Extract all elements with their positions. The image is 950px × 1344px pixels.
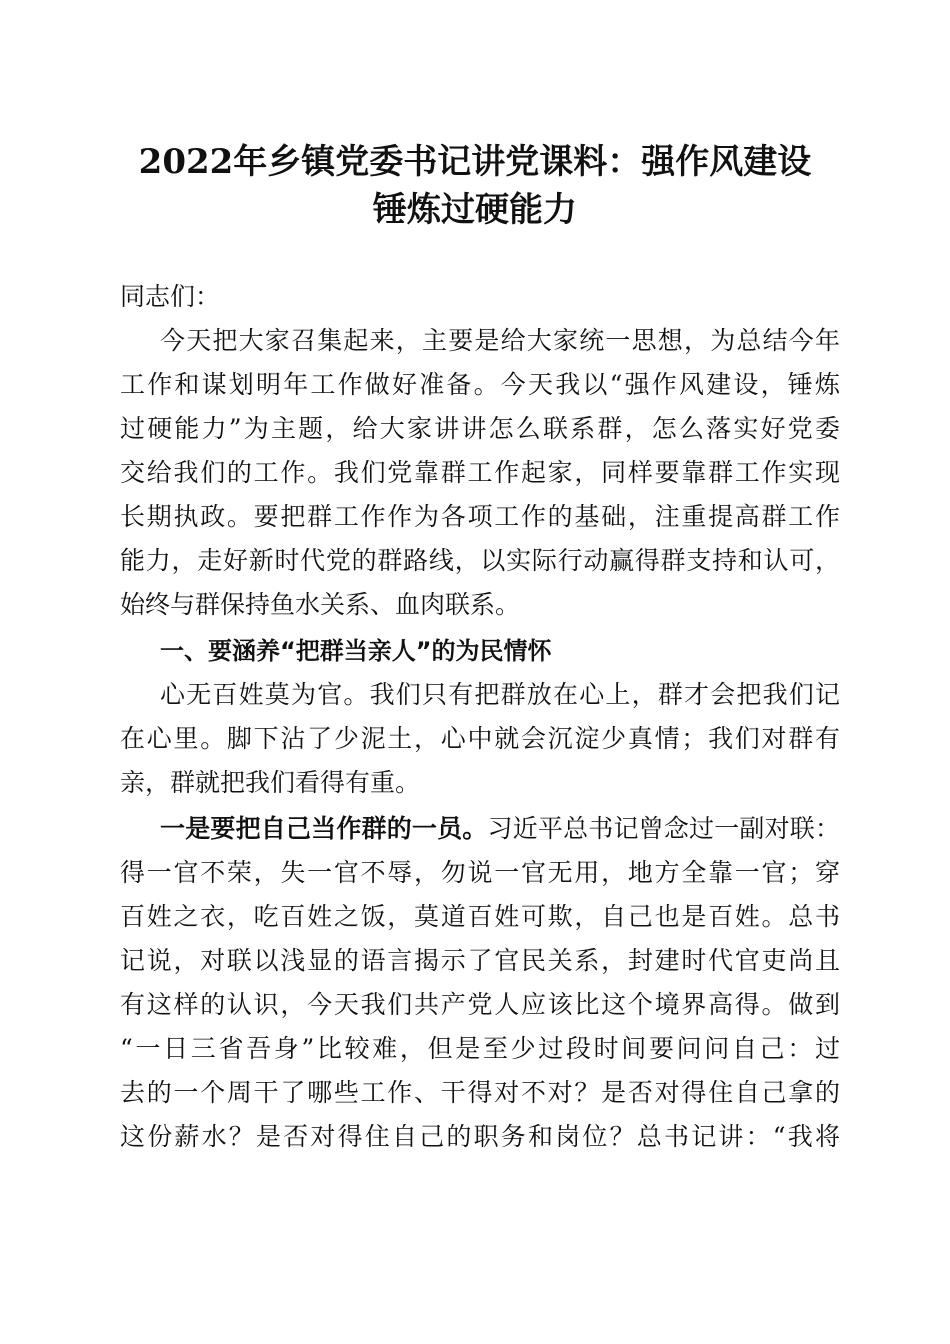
point-line: 得一官不荣，失一官不辱，勿说一官无用，地方全靠一官；穿 bbox=[120, 858, 840, 887]
intro-line: 工作和谋划明年工作做好准备。今天我以“强作风建设，锤炼 bbox=[120, 370, 840, 399]
point-lead: 一是要把自己当作群的一员。 bbox=[160, 814, 488, 843]
intro-line: 今天把大家召集起来，主要是给大家统一思想，为总结今年 bbox=[160, 326, 840, 355]
intro-line: 过硬能力”为主题，给大家讲讲怎么联系群，怎么落实好党委 bbox=[120, 414, 840, 443]
section-line: 在心里。脚下沾了少泥土，心中就会沉淀少真情；我们对群有 bbox=[120, 724, 840, 753]
salutation: 同志们： bbox=[120, 282, 221, 311]
point-line: “一日三省吾身”比较难，但是至少过段时间要问问自己：过 bbox=[120, 1034, 840, 1063]
point-first-rest: 习近平总书记曾念过一副对联： bbox=[487, 814, 840, 843]
point-first-line bbox=[120, 814, 840, 844]
intro-line: 始终与群保持鱼水关系、血肉联系。 bbox=[120, 590, 521, 619]
section-line: 心无百姓莫为官。我们只有把群放在心上，群才会把我们记 bbox=[160, 680, 840, 709]
point-line: 去的一个周干了哪些工作、干得对不对？是否对得住自己拿的 bbox=[120, 1078, 840, 1107]
section-line: 亲，群就把我们看得有重。 bbox=[120, 768, 421, 797]
point-line: 有这样的认识，今天我们共产党人应该比这个境界高得。做到 bbox=[120, 990, 840, 1019]
document-title-line-2: 锤炼过硬能力 bbox=[373, 190, 577, 230]
point-line: 记说，对联以浅显的语言揭示了官民关系，封建时代官吏尚且 bbox=[120, 946, 840, 975]
intro-line: 能力，走好新时代党的群路线，以实际行动赢得群支持和认可， bbox=[120, 546, 840, 575]
point-line: 这份薪水？是否对得住自己的职务和岗位？总书记讲：“我将 bbox=[120, 1122, 840, 1151]
intro-line: 长期执政。要把群工作作为各项工作的基础，注重提高群工作 bbox=[120, 502, 840, 531]
section-heading: 一、要涵养“把群当亲人”的为民情怀 bbox=[160, 637, 552, 665]
document-title-line-1: 2022年乡镇党委书记讲党课料：强作风建设 bbox=[138, 142, 812, 182]
point-line: 百姓之衣，吃百姓之饭，莫道百姓可欺，自己也是百姓。总书 bbox=[120, 902, 840, 931]
intro-line: 交给我们的工作。我们党靠群工作起家，同样要靠群工作实现 bbox=[120, 458, 840, 487]
